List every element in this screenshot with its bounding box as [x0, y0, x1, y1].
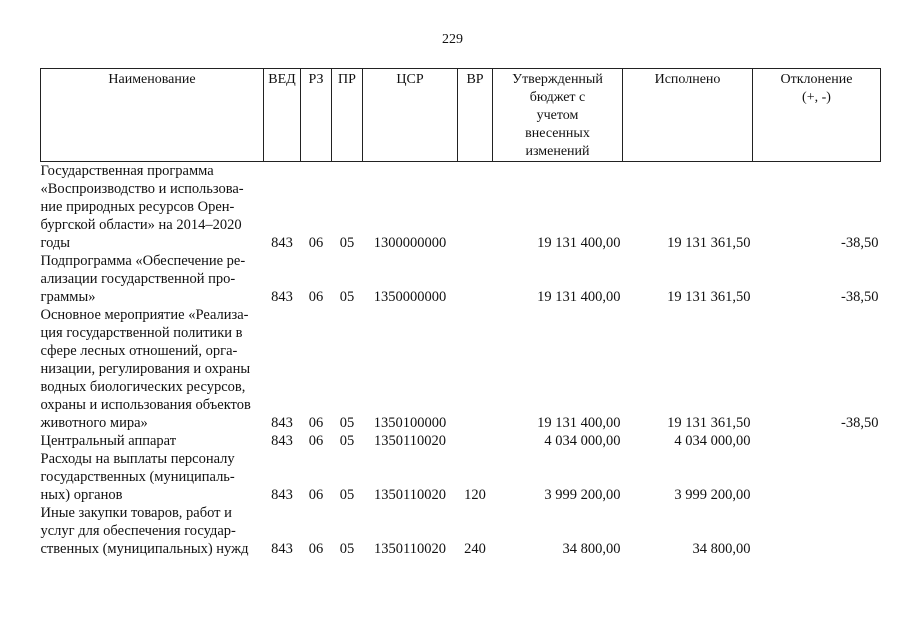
row-rz: 06: [308, 415, 324, 431]
row-csr: 1300000000: [373, 235, 447, 251]
row-executed: 3 999 200,00: [674, 487, 751, 503]
row-name: Основное мероприятие «Реализа-ция государственной политики в сфере лесных отношений, орга-низации, регулирования и охраны водных биологических ресурсов, охраны и использования объектов животного мира»: [40, 307, 251, 431]
header-rz: РЗ: [301, 69, 332, 162]
header-executed: Исполнено: [623, 69, 753, 162]
row-approved: 19 131 400,00: [537, 289, 621, 305]
row-deviation: -38,50: [841, 289, 879, 305]
header-pr: ПР: [332, 69, 363, 162]
row-name: Центральный аппарат: [40, 433, 177, 449]
row-name: Расходы на выплаты персоналу государственных (муниципаль-ных) органов: [40, 451, 235, 503]
row-approved: 19 131 400,00: [537, 235, 621, 251]
row-pr: 05: [339, 487, 355, 503]
header-name: Наименование: [41, 69, 264, 162]
row-vr: [458, 432, 493, 450]
row-pr: 05: [339, 235, 355, 251]
row-rz: 06: [308, 541, 324, 557]
row-ved: 843: [271, 289, 293, 305]
row-pr: 05: [339, 541, 355, 557]
row-rz: 06: [308, 235, 324, 251]
page-number: 229: [442, 32, 463, 47]
row-rz: 06: [308, 433, 324, 449]
table-row: [41, 306, 881, 432]
row-executed: 19 131 361,50: [667, 235, 751, 251]
header-ved: ВЕД: [264, 69, 301, 162]
row-vr: [458, 306, 493, 432]
table-row: [41, 252, 881, 306]
row-deviation: -38,50: [841, 415, 879, 431]
row-approved: 4 034 000,00: [544, 433, 621, 449]
row-ved: 843: [271, 433, 293, 449]
header-approved: Утвержденный бюджет с учетом внесенных изменений: [493, 69, 623, 162]
row-deviation: [753, 450, 881, 504]
header-vr: ВР: [458, 69, 493, 162]
table-row: [41, 450, 881, 504]
row-vr: [458, 252, 493, 306]
header-deviation: Отклонение (+, -): [753, 69, 881, 162]
row-pr: 05: [339, 289, 355, 305]
row-approved: 3 999 200,00: [544, 487, 621, 503]
row-deviation: [753, 504, 881, 558]
row-ved: 843: [271, 487, 293, 503]
row-vr: [458, 162, 493, 253]
row-rz: 06: [308, 289, 324, 305]
row-executed: 4 034 000,00: [674, 433, 751, 449]
table-header-row: [41, 69, 881, 162]
row-vr: 240: [464, 541, 486, 557]
row-csr: 1350110020: [374, 433, 446, 449]
row-csr: 1350100000: [373, 415, 447, 431]
row-csr: 1350110020: [374, 541, 446, 557]
row-deviation: [753, 432, 881, 450]
row-rz: 06: [308, 487, 324, 503]
budget-table: [40, 68, 881, 558]
row-pr: 05: [339, 433, 355, 449]
row-ved: 843: [271, 541, 293, 557]
table-row: [41, 432, 881, 450]
table-row: [41, 504, 881, 558]
row-csr: 1350000000: [373, 289, 447, 305]
row-csr: 1350110020: [374, 487, 446, 503]
row-deviation: -38,50: [841, 235, 879, 251]
row-pr: 05: [339, 415, 355, 431]
row-executed: 34 800,00: [692, 541, 751, 557]
row-executed: 19 131 361,50: [667, 415, 751, 431]
row-ved: 843: [271, 415, 293, 431]
row-approved: 34 800,00: [562, 541, 621, 557]
row-name: Иные закупки товаров, работ и услуг для обеспечения государ-ственных (муниципальных) нужд: [40, 505, 249, 557]
row-ved: 843: [271, 235, 293, 251]
row-executed: 19 131 361,50: [667, 289, 751, 305]
row-approved: 19 131 400,00: [537, 415, 621, 431]
header-csr: ЦСР: [363, 69, 458, 162]
row-name: Государственная программа «Воспроизводство и использова-ние природных ресурсов Орен-бургской области» на 2014–2020 годы: [40, 163, 244, 251]
row-vr: 120: [464, 487, 486, 503]
table-row: [41, 162, 881, 253]
row-name: Подпрограмма «Обеспечение ре-ализации государственной про-граммы»: [40, 253, 246, 305]
